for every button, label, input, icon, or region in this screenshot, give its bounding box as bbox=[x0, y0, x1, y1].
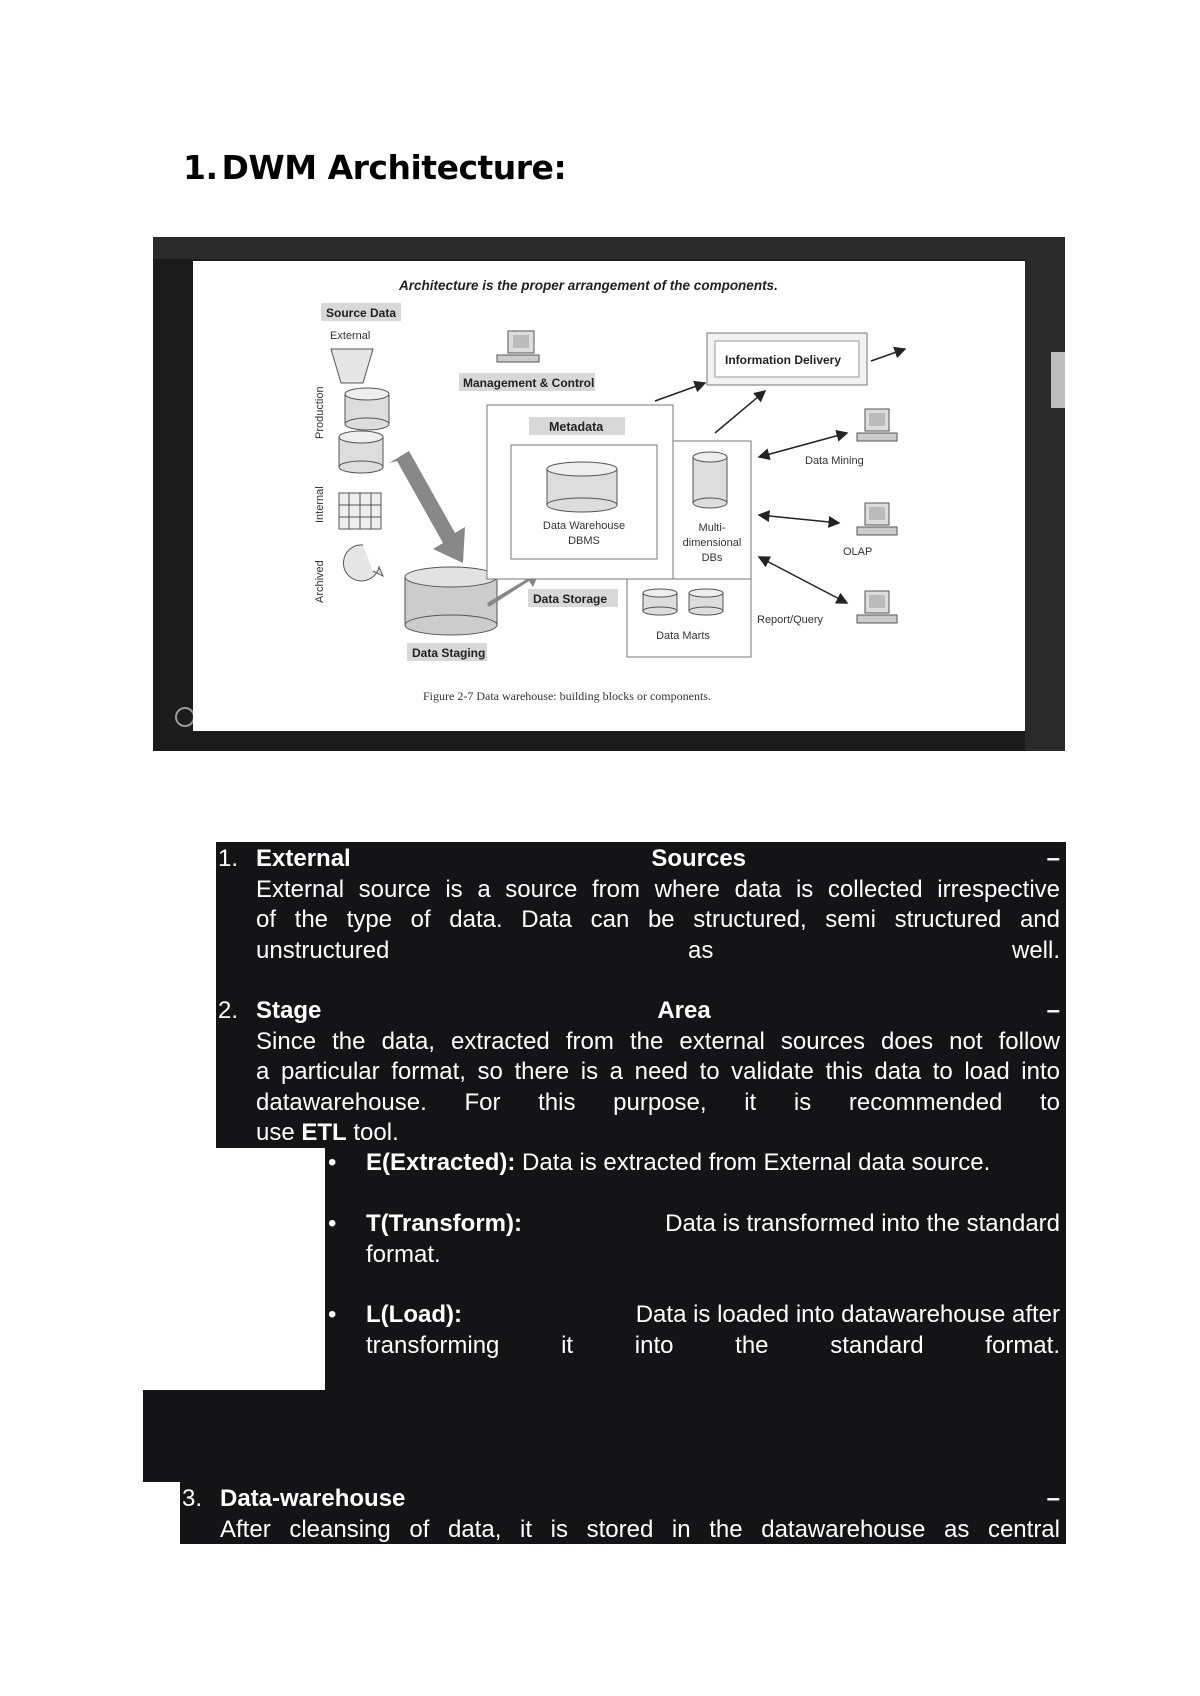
data-mart-db-icon-1 bbox=[643, 589, 677, 615]
item-1-word-well: well. bbox=[1011, 936, 1060, 964]
internal-label: Internal bbox=[314, 486, 326, 523]
section-heading bbox=[183, 148, 566, 187]
bullet-e-text: Data is extracted from External data source. bbox=[522, 1149, 991, 1176]
architecture-figure bbox=[193, 261, 1025, 731]
data-storage-label: Data Storage bbox=[533, 592, 608, 606]
text-block-3 bbox=[143, 1390, 1066, 1482]
item-2-number: 2. bbox=[218, 997, 239, 1024]
item-2-title: Stage bbox=[256, 997, 322, 1024]
archived-icon bbox=[343, 545, 383, 581]
arrow-olap bbox=[759, 515, 839, 523]
item-1-title-mid: Sources bbox=[651, 845, 747, 872]
bullet-e bbox=[366, 1148, 1060, 1179]
external-funnel-icon bbox=[331, 349, 373, 383]
item-1-line-2: of the type of data. Data can be structured, semi structured and bbox=[256, 906, 1060, 933]
dw-dbms-label-1: Data Warehouse bbox=[542, 520, 626, 532]
frame-top-bar bbox=[153, 237, 1065, 259]
data-mining-computer-icon bbox=[857, 409, 897, 441]
figure-caption: Figure 2-7 Data warehouse: building blocks or components. bbox=[423, 689, 711, 703]
item-1-line-3 bbox=[256, 936, 1060, 967]
item-3 bbox=[220, 1484, 1060, 1545]
arrow-metadata-delivery bbox=[655, 383, 705, 401]
item-2 bbox=[256, 996, 1060, 1149]
bullet-l-line-2: transforming it into the standard format. bbox=[366, 1331, 1060, 1359]
production-db-icon bbox=[345, 388, 389, 430]
multi-label-2: dimensional bbox=[682, 537, 742, 549]
item-3-dash: – bbox=[1046, 1485, 1060, 1512]
bullet-l-text: Data is loaded into datawarehouse after bbox=[635, 1301, 1060, 1328]
production-label: Production bbox=[314, 386, 326, 439]
item-3-title-line bbox=[220, 1484, 1060, 1515]
arrow-data-mining bbox=[759, 433, 847, 457]
metadata-label: Metadata bbox=[549, 420, 604, 434]
frame-circle-icon bbox=[175, 707, 195, 727]
arrow-multi-delivery bbox=[715, 391, 765, 433]
item-2-line-4 bbox=[256, 1118, 1060, 1149]
item-3-title: Data-warehouse bbox=[220, 1485, 406, 1512]
multidimensional-db-icon bbox=[693, 452, 727, 508]
item-2-title-line bbox=[256, 996, 1060, 1027]
staging-arrow-icon bbox=[389, 451, 465, 563]
bullet-t-label: T(Transform): bbox=[366, 1210, 522, 1237]
data-mart-db-icon-2 bbox=[689, 589, 723, 615]
heading-title: DWM Architecture: bbox=[221, 148, 567, 187]
dw-dbms-label-2: DBMS bbox=[568, 535, 600, 547]
item-1-title: External bbox=[256, 845, 351, 872]
management-control-label: Management & Control bbox=[463, 376, 595, 390]
item-1-title-line bbox=[256, 844, 1060, 875]
bullet-t bbox=[366, 1209, 1060, 1270]
bullet-l-dot: • bbox=[328, 1301, 337, 1328]
data-staging-db-icon bbox=[405, 567, 497, 635]
bullet-t-line-1 bbox=[366, 1209, 1060, 1240]
heading-number: 1. bbox=[183, 148, 218, 187]
item-2-etl: ETL bbox=[301, 1119, 347, 1146]
data-mining-label: Data Mining bbox=[805, 455, 864, 467]
multi-label-1: Multi- bbox=[698, 522, 726, 534]
item-2-dash: – bbox=[1046, 997, 1060, 1024]
source-data-label: Source Data bbox=[326, 306, 397, 320]
olap-computer-icon bbox=[857, 503, 897, 535]
item-1-dash: – bbox=[1046, 845, 1060, 872]
item-1-word-unstructured: unstructured bbox=[256, 936, 390, 964]
item-2-title-mid: Area bbox=[657, 997, 711, 1024]
architecture-diagram bbox=[193, 261, 1025, 731]
bullet-l-line-1 bbox=[366, 1300, 1060, 1331]
production-db-icon-2 bbox=[339, 431, 383, 473]
figure-frame bbox=[153, 237, 1065, 751]
multi-label-3: DBs bbox=[701, 552, 723, 564]
frame-scroll-tab[interactable] bbox=[1051, 352, 1065, 408]
figure-title: Architecture is the proper arrangement of the components. bbox=[399, 278, 778, 293]
bullet-l-label: L(Load): bbox=[366, 1301, 462, 1328]
archived-label: Archived bbox=[314, 560, 326, 603]
item-1-word-as: as bbox=[688, 936, 714, 964]
olap-label: OLAP bbox=[843, 546, 873, 558]
frame-right-bar bbox=[1025, 237, 1065, 751]
bullet-e-dot: • bbox=[328, 1149, 337, 1176]
item-2-line-3: datawarehouse. For this purpose, it is recommended to bbox=[256, 1088, 1060, 1116]
data-staging-label: Data Staging bbox=[412, 646, 486, 660]
item-1-number: 1. bbox=[218, 845, 239, 872]
dw-dbms-db-icon bbox=[547, 462, 617, 512]
item-2-word-tool: tool. bbox=[353, 1119, 399, 1146]
item-2-word-use: use bbox=[256, 1119, 295, 1146]
item-2-line-1: Since the data, extracted from the external sources does not follow bbox=[256, 1027, 1060, 1055]
bullet-e-label: E(Extracted): bbox=[366, 1149, 516, 1176]
bullet-t-dot: • bbox=[328, 1210, 337, 1237]
internal-grid-icon bbox=[339, 493, 381, 529]
item-3-number: 3. bbox=[182, 1485, 203, 1512]
item-2-line-2: a particular format, so there is a need to validate this data to load into bbox=[256, 1058, 1060, 1085]
information-delivery-label: Information Delivery bbox=[725, 353, 842, 367]
bullet-l bbox=[366, 1300, 1060, 1361]
item-1 bbox=[256, 844, 1060, 966]
arrow-report-query bbox=[759, 557, 847, 603]
bullet-t-line-2: format. bbox=[366, 1240, 441, 1268]
report-computer-icon bbox=[857, 591, 897, 623]
bullet-t-text: Data is transformed into the standard bbox=[665, 1210, 1060, 1237]
data-marts-label: Data Marts bbox=[656, 630, 710, 642]
report-query-label: Report/Query bbox=[757, 614, 824, 626]
item-3-line-1: After cleansing of data, it is stored in the datawarehouse as central bbox=[220, 1515, 1060, 1543]
management-computer-icon bbox=[497, 331, 539, 362]
external-label: External bbox=[330, 330, 371, 342]
arrow-delivery-out bbox=[871, 349, 905, 361]
item-1-line-1: External source is a source from where data is collected irrespective bbox=[256, 875, 1060, 903]
